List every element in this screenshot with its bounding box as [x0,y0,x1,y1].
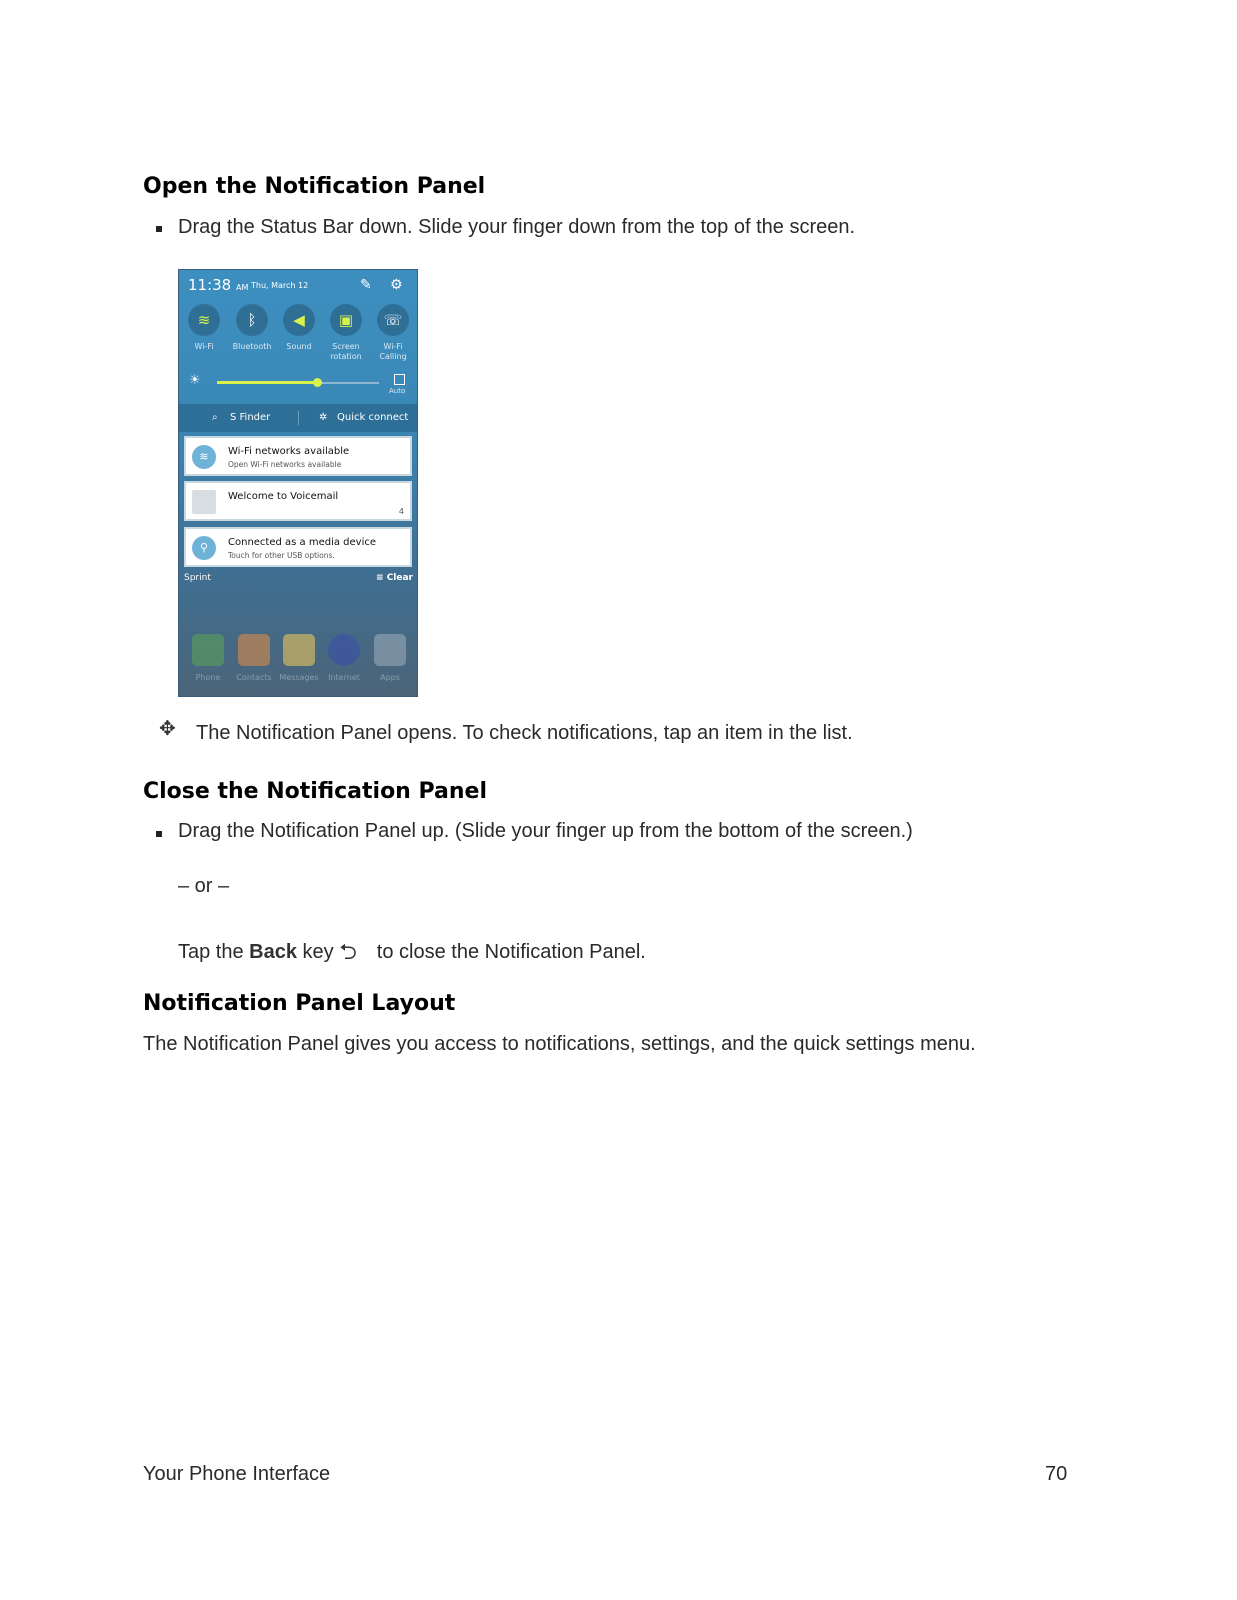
brightness-slider [217,382,379,384]
back-key-icon: ⮌ [339,939,357,964]
notification-card: Welcome to Voicemail 4 [184,481,412,521]
search-icon: ⌕ [212,412,218,423]
voicemail-contact-icon [192,490,216,514]
notification-card: ⚲ Connected as a media device Touch for other USB options. [184,527,412,567]
toggle-label: Screen rotation [330,342,362,361]
result-text: The Notification Panel opens. To check notifications, tap an item in the list. [196,722,853,744]
edit-icon: ✎ [360,277,372,293]
brightness-icon: ☀ [189,373,201,388]
wifi-calling-icon: ☏ [377,304,409,336]
quick-connect-label: Quick connect [337,412,409,423]
internet-icon [328,634,360,666]
page-number: 70 [1045,1463,1068,1485]
clear-button: ≡ Clear [376,573,413,583]
instruction-drag-up: Drag the Notification Panel up. (Slide your finger up from the bottom of the screen.) [178,820,913,842]
sound-icon: ◀ [283,304,315,336]
quick-connect-icon: ✲ [319,412,328,423]
bullet-icon [156,226,162,232]
heading-open-notification-panel: Open the Notification Panel [143,174,486,199]
instruction-drag-down: Drag the Status Bar down. Slide your finger down from the top of the screen. [178,216,856,238]
sfinder-label: S Finder [230,412,271,423]
gear-icon: ⚙ [390,277,403,293]
carrier-label: Sprint [184,573,211,583]
result-arrow-icon: ✥ [159,718,176,740]
toggle-label: Sound [286,342,312,351]
or-separator: – or – [178,875,230,897]
messages-icon [283,634,315,666]
bluetooth-icon: ᛒ [236,304,268,336]
screen-rotation-icon: ▣ [330,304,362,336]
toggle-label: Wi-Fi Calling [379,342,407,361]
phone-clock: 11:38 AM [188,276,249,294]
phone-icon [192,634,224,666]
footer-chapter: Your Phone Interface [143,1463,331,1485]
heading-notification-panel-layout: Notification Panel Layout [143,991,456,1016]
auto-label: Auto [389,387,406,395]
toggle-label: Wi-Fi [194,342,214,351]
toggle-label: Bluetooth [232,342,272,351]
notification-panel-screenshot: 11:38 AM Thu, March 12 ✎ ⚙ ≋ ᛒ ◀ ▣ ☏ Wi-Fi Bluetooth Sound Screen rotation Wi-Fi Calling ☀ Auto ⌕ S Finder ✲ Quick connect ≋ Wi-Fi networks available Open Wi-Fi networks available Welcome to Voicemail 4 ⚲ Connected as a media device Touch for other USB options. Sprint ≡ Clear Phone Contacts Messages Internet Apps [178,269,418,697]
wifi-icon: ≋ [188,304,220,336]
bullet-icon [156,831,162,837]
notification-card: ≋ Wi-Fi networks available Open Wi-Fi networks available [184,436,412,476]
heading-close-notification-panel: Close the Notification Panel [143,779,488,804]
instruction-back-key: Tap the Back key ⮌ to close the Notification Panel. [178,935,646,973]
layout-description: The Notification Panel gives you access to notifications, settings, and the quick settings menu. [143,1033,976,1055]
auto-checkbox [394,374,405,385]
finder-bar [179,404,417,432]
apps-icon [374,634,406,666]
contacts-icon [238,634,270,666]
wifi-icon: ≋ [192,445,216,469]
usb-icon: ⚲ [192,536,216,560]
phone-date: Thu, March 12 [251,281,309,290]
